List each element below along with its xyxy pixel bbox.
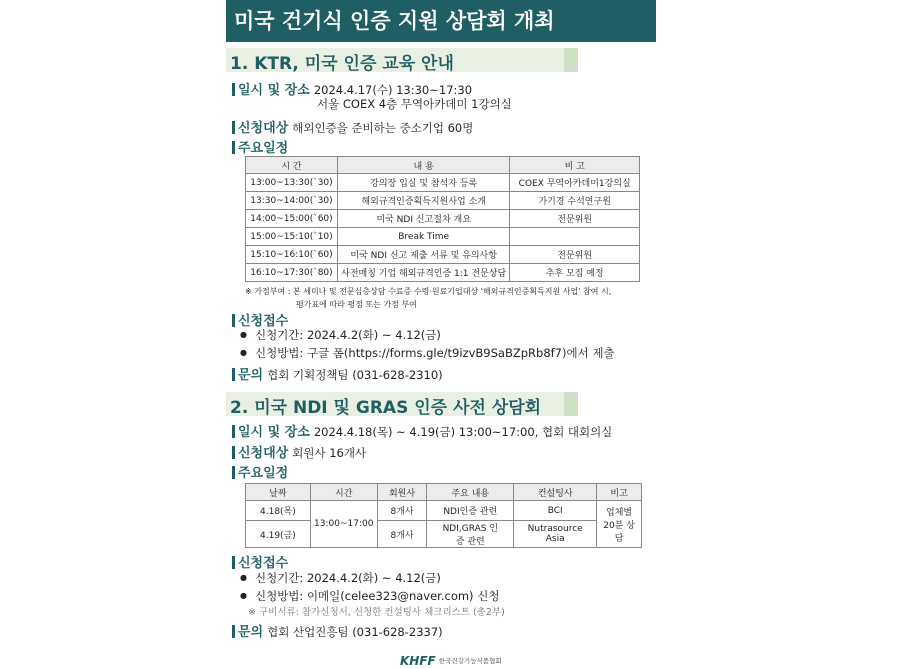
section1-apply-label: 신청접수 <box>238 314 289 329</box>
section2-schedule-table <box>245 483 642 548</box>
table-cell: 16:10~17:30(`80) <box>246 264 338 282</box>
section1-schedule-label: 주요일정 <box>238 141 289 156</box>
table-cell: BCI <box>514 501 597 521</box>
table-cell: 8개사 <box>377 501 427 521</box>
table-header: 날짜 <box>246 484 311 501</box>
section1-heading-text: 1. KTR, 미국 인증 교육 안내 <box>230 54 454 74</box>
table-row <box>246 210 640 228</box>
table-cell: 15:00~15:10(`10) <box>246 228 338 246</box>
table-cell: 강의장 입실 및 참석자 등록 <box>337 174 509 192</box>
table-cell: 전문위원 <box>510 210 640 228</box>
footer-logo <box>400 650 502 669</box>
section2-apply-method: ● 신청방법: 이메일(celee323@naver.com) 신청 <box>240 588 499 604</box>
section1-footnote-cont: 평가표에 따라 평점 또는 가점 부여 <box>296 300 417 309</box>
table-cell: 15:10~16:10(`60) <box>246 246 338 264</box>
table-header: 주요 내용 <box>427 484 514 501</box>
table-header: 시 간 <box>246 157 338 174</box>
section2-apply-note: ※ 구비서류: 참가신청서, 신청한 컨설팅사 체크리스트 (총2부) <box>248 607 505 618</box>
section1-contact <box>232 364 443 383</box>
logo-mark: KHFF <box>400 654 436 668</box>
section1-schedule-table <box>245 156 640 282</box>
table-header: 비고 <box>597 484 642 501</box>
section2-schedule-label: 주요일정 <box>238 466 289 481</box>
table-cell: Break Time <box>337 228 509 246</box>
section2-datetime-value: 2024.4.18(목) ~ 4.19(금) 13:00~17:00, 협회 대회의실 <box>313 425 613 439</box>
section2-target-label: 신청대상 <box>238 446 289 461</box>
table-row <box>246 246 640 264</box>
table-header: 시간 <box>310 484 377 501</box>
section1-apply-period: ● 신청기간: 2024.4.2(화) ~ 4.12(금) <box>240 327 441 343</box>
table-row <box>246 501 642 521</box>
table-cell: 전문위원 <box>510 246 640 264</box>
table-header: 내 용 <box>337 157 509 174</box>
table-cell: 사전매칭 기업 해외규격인증 1:1 전문상담 <box>337 264 509 282</box>
table-cell: 추후 모집 예정 <box>510 264 640 282</box>
section1-target-label: 신청대상 <box>238 121 289 136</box>
table-row <box>246 521 642 548</box>
table-cell: 8개사 <box>377 521 427 548</box>
table-row <box>246 174 640 192</box>
section2-heading <box>226 392 581 416</box>
section2-schedule <box>232 462 288 481</box>
table-cell: 4.19(금) <box>246 521 311 548</box>
org-name: 한국건강기능식품협회 <box>438 657 502 665</box>
table-cell: NDI,GRAS 인증 관련 <box>427 521 514 548</box>
table-header: 회원사 <box>377 484 427 501</box>
section2-target-value: 회원사 16개사 <box>292 446 367 460</box>
section1-contact-label: 문의 <box>238 368 264 383</box>
section1-heading <box>226 48 581 72</box>
section1-footnote: ※ 가점부여 : 본 세미나 및 전문심층상담 수료증 수령·원료기업대상 '해외규격인증획득지원 사업' 참여 시, <box>245 287 612 296</box>
section1-datetime-value: 2024.4.17(수) 13:30~17:30 <box>313 83 473 97</box>
section2-datetime <box>232 421 612 440</box>
table-cell: 14:00~15:00(`60) <box>246 210 338 228</box>
table-cell: COEX 무역아카데미1강의실 <box>510 174 640 192</box>
section2-target <box>232 442 366 461</box>
section2-apply-period: ● 신청기간: 2024.4.2(화) ~ 4.12(금) <box>240 570 441 586</box>
table-cell: 미국 NDI 신고 제출 서류 및 유의사항 <box>337 246 509 264</box>
table-cell: 미국 NDI 신고절차 개요 <box>337 210 509 228</box>
section2-contact-label: 문의 <box>238 625 264 640</box>
table-cell-time: 13:00~17:00 <box>310 501 377 548</box>
table-cell: 4.18(목) <box>246 501 311 521</box>
table-cell: 13:30~14:00(`30) <box>246 192 338 210</box>
section1-apply-method: ● 신청방법: 구글 폼(https://forms.gle/t9izvB9SaBZpRb8f7)에서 제출 <box>240 345 615 361</box>
section1-contact-value: 협회 기획정책팀 (031-628-2310) <box>267 368 443 382</box>
section2-heading-text: 2. 미국 NDI 및 GRAS 인증 사전 상담회 <box>230 398 542 418</box>
table-cell: NDI인증 관련 <box>427 501 514 521</box>
table-header: 컨설팅사 <box>514 484 597 501</box>
section1-schedule <box>232 137 288 156</box>
table-cell <box>510 228 640 246</box>
table-cell: 가기경 수석연구원 <box>510 192 640 210</box>
section2-contact-value: 협회 산업진흥팀 (031-628-2337) <box>267 625 443 639</box>
table-row <box>246 264 640 282</box>
page-title: 미국 건기식 인증 지원 상담회 개최 <box>226 0 656 42</box>
table-row <box>246 192 640 210</box>
section2-contact <box>232 621 443 640</box>
table-header: 비 고 <box>510 157 640 174</box>
section1-place: 서울 COEX 4층 무역아카데미 1강의실 <box>317 97 512 111</box>
table-cell: 13:00~13:30(`30) <box>246 174 338 192</box>
section1-datetime-label: 일시 및 장소 <box>238 83 310 98</box>
table-cell-note: 업체별 20분 상담 <box>597 501 642 548</box>
table-row <box>246 228 640 246</box>
table-cell: Nutrasource Asia <box>514 521 597 548</box>
section2-apply-label: 신청접수 <box>238 556 289 571</box>
section2-datetime-label: 일시 및 장소 <box>238 425 310 440</box>
section2-apply <box>232 552 288 571</box>
notice-document <box>226 0 656 667</box>
table-cell: 해외규격인증획득지원사업 소개 <box>337 192 509 210</box>
section1-target-value: 해외인증을 준비하는 중소기업 60명 <box>292 121 474 135</box>
section1-target <box>232 117 473 136</box>
